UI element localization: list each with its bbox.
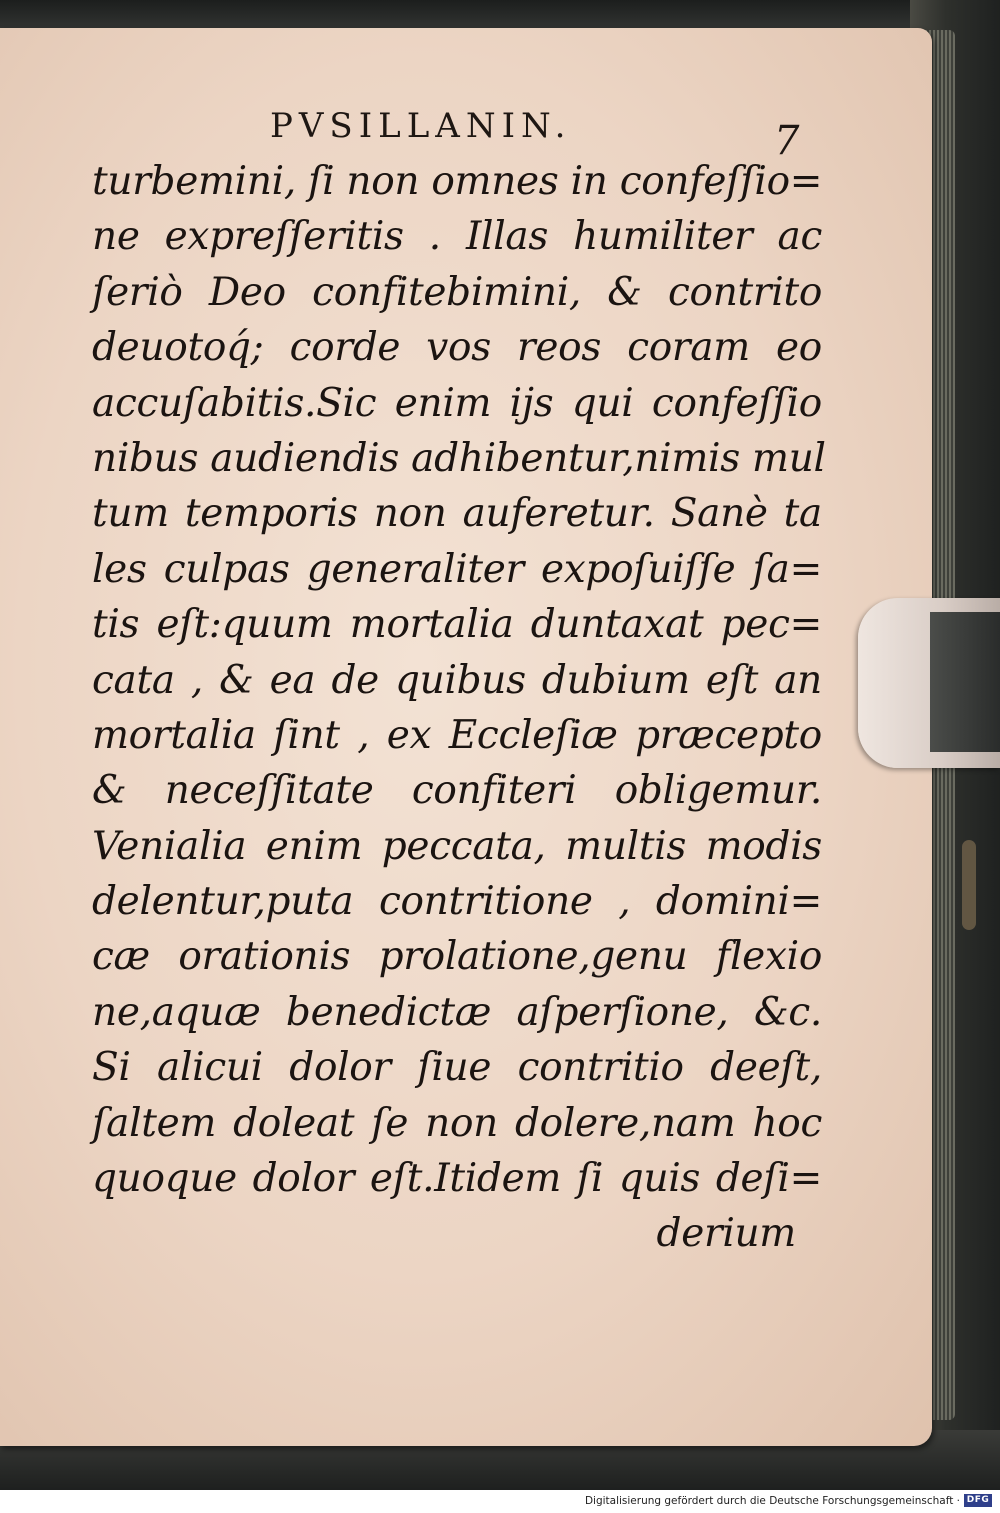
text-line: cata , & ea de quibus dubium eſt an [92,657,822,703]
text-line: accuſabitis.Sic enim ijs qui confeſſio [92,380,822,426]
text-line: cæ orationis prolatione,genu flexio [92,934,822,980]
text-line: ne expreſſeritis . Illas humiliter ac [92,214,822,260]
text-line: nibus audiendis adhibentur,nimis mul [92,435,826,481]
text-line: ne,aquæ benedictæ aſperſione, &c. [92,989,822,1035]
funding-credit: Digitalisierung gefördert durch die Deutsche Forschungsgemeinschaft · [584,1495,960,1507]
running-head: PVSILLANIN. [270,106,572,146]
page-number: 7 [774,118,800,164]
text-line: tum temporis non auferetur. Sanè ta [92,491,822,537]
text-line: mortalia ſint , ex Eccleſiæ præcepto [92,712,822,758]
clip-band [930,612,1000,752]
text-line: ſeriò Deo confitebimini, & contrito [92,269,822,315]
text-line: Si alicui dolor ſiue contritio deeſt, [92,1045,822,1091]
edge-stain [962,840,976,930]
text-line: tis eſt:quum mortalia duntaxat pec= [92,602,822,648]
text-line: & neceſſitate confiteri obligemur. [92,768,822,814]
catchword: derium [656,1211,796,1257]
text-body [92,154,826,1262]
text-line: deuotoq́; corde vos reos coram eo [92,325,822,371]
text-line: Venialia enim peccata, multis modis [92,823,822,869]
text-line: quoque dolor eſt.Itidem ſi quis deſi= [92,1156,822,1202]
dfg-logo-icon: DFG [964,1494,992,1507]
text-line: les culpas generaliter expoſuiſſe ſa= [92,546,822,592]
text-line: ſaltem doleat ſe non dolere,nam hoc [92,1100,822,1146]
text-line: delentur,puta contritione , domini= [92,879,822,925]
text-line: turbemini, ſi non omnes in confeſſio= [92,159,823,204]
